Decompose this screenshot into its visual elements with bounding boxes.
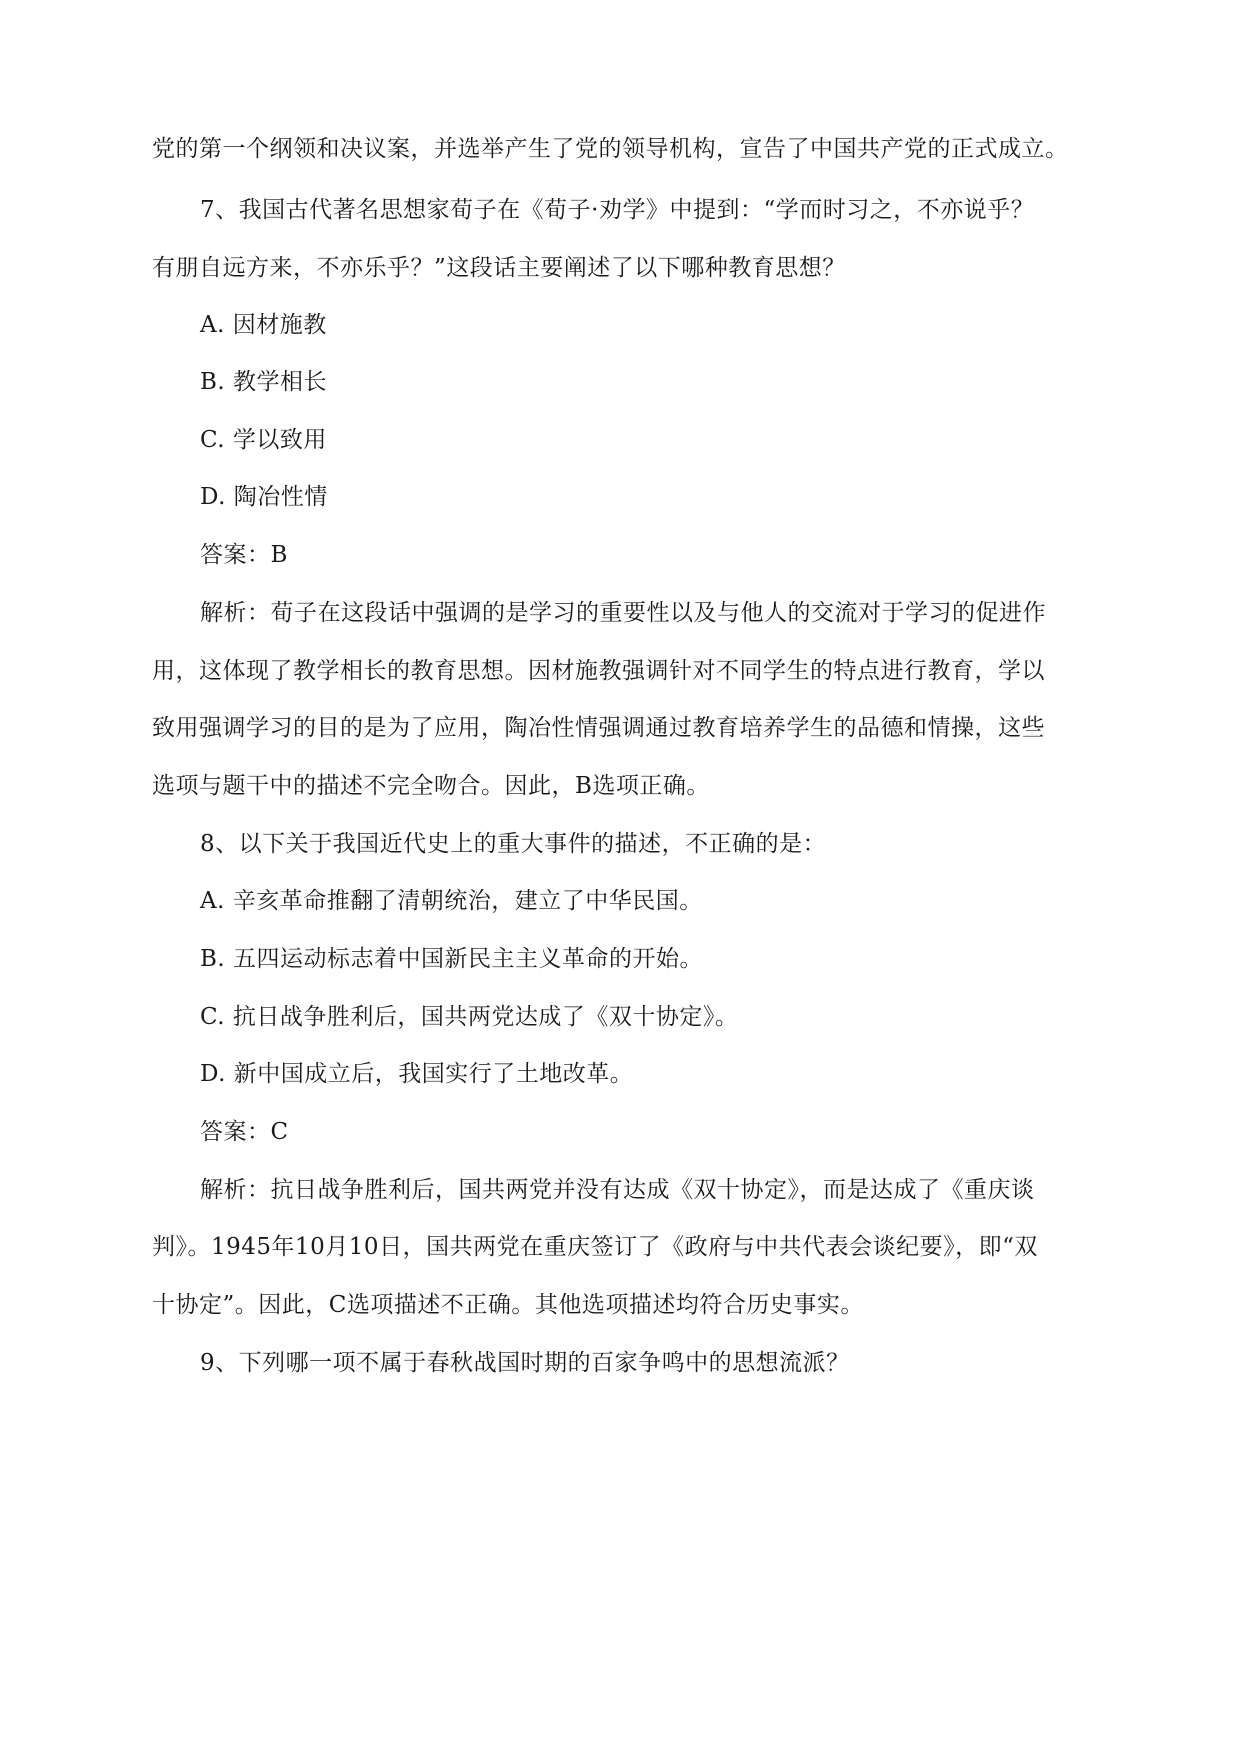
- question-7-stem-line1: 7、我国古代著名思想家荀子在《荀子·劝学》中提到：“学而时习之，不亦说乎？: [200, 197, 1035, 223]
- question-7-option-a: A. 因材施教: [200, 312, 327, 338]
- question-7-analysis-line: 解析：荀子在这段话中强调的是学习的重要性以及与他人的交流对于学习的促进作: [200, 600, 1046, 626]
- question-7-option-b: B. 教学相长: [200, 369, 328, 395]
- question-8-option-a: A. 辛亥革命推翻了清朝统治，建立了中华民国。: [200, 888, 703, 914]
- question-7-analysis-line: 致用强调学习的目的是为了应用，陶冶性情强调通过教育培养学生的品德和情操，这些: [152, 715, 1045, 741]
- question-7-analysis-line: 用，这体现了教学相长的教育思想。因材施教强调针对不同学生的特点进行教育，学以: [152, 658, 1045, 684]
- question-8-analysis-line: 解析：抗日战争胜利后，国共两党并没有达成《双十协定》，而是达成了《重庆谈: [200, 1177, 1035, 1203]
- question-7-analysis-line: 选项与题干中的描述不完全吻合。因此，B选项正确。: [152, 773, 710, 799]
- question-8-answer: 答案：C: [200, 1119, 289, 1145]
- question-8-option-b: B. 五四运动标志着中国新民主主义革命的开始。: [200, 946, 704, 972]
- question-8-option-c: C. 抗日战争胜利后，国共两党达成了《双十协定》。: [200, 1004, 739, 1030]
- question-9-stem: 9、下列哪一项不属于春秋战国时期的百家争鸣中的思想流派？: [200, 1350, 850, 1376]
- question-8-analysis-line: 十协定”。因此，C选项描述不正确。其他选项描述均符合历史事实。: [152, 1292, 864, 1318]
- question-7-answer: 答案：B: [200, 542, 288, 568]
- question-8-option-d: D. 新中国成立后，我国实行了土地改革。: [200, 1061, 634, 1087]
- question-8-analysis-line: 判》。1945年10月10日，国共两党在重庆签订了《政府与中共代表会谈纪要》，即“双: [152, 1234, 1038, 1260]
- question-7-stem-line2: 有朋自远方来，不亦乐乎？”这段话主要阐述了以下哪种教育思想？: [152, 255, 846, 281]
- question-7-option-d: D. 陶冶性情: [200, 484, 328, 510]
- question-8-stem: 8、以下关于我国近代史上的重大事件的描述，不正确的是：: [200, 831, 827, 857]
- question-7-option-c: C. 学以致用: [200, 427, 327, 453]
- paragraph-line: 党的第一个纲领和决议案，并选举产生了党的领导机构，宣告了中国共产党的正式成立。: [152, 136, 1069, 162]
